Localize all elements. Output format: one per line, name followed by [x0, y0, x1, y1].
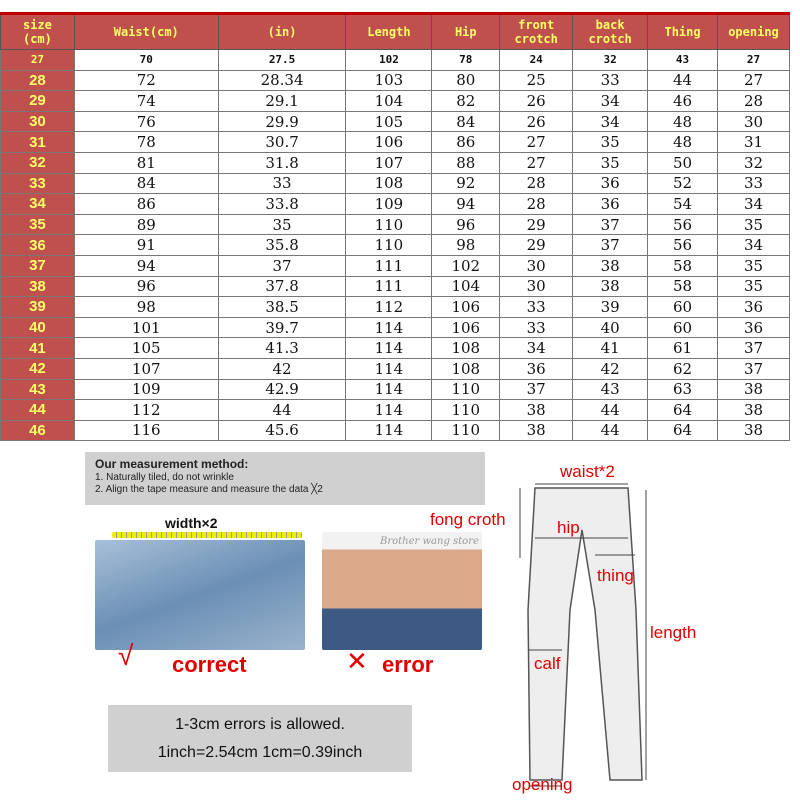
table-cell: 38	[500, 420, 573, 441]
table-cell: 37	[717, 338, 789, 359]
size-cell: 39	[1, 297, 75, 318]
table-cell: 37	[717, 358, 789, 379]
table-cell: 42.9	[218, 379, 346, 400]
column-header-text: crotch	[588, 32, 632, 46]
table-cell: 114	[346, 420, 432, 441]
width-label: width×2	[165, 515, 218, 531]
table-cell: 94	[432, 194, 500, 215]
table-row	[1, 297, 790, 318]
tape-measure	[112, 532, 302, 538]
size-cell: 34	[1, 194, 75, 215]
x-mark-icon: ✕	[346, 646, 368, 676]
table-cell: 36	[573, 194, 648, 215]
table-cell: 27.5	[218, 50, 346, 71]
size-cell: 37	[1, 255, 75, 276]
table-cell: 94	[74, 255, 218, 276]
size-cell: 42	[1, 358, 75, 379]
table-row	[1, 194, 790, 215]
size-cell: 31	[1, 132, 75, 153]
column-header-text: (cm)	[22, 32, 52, 46]
table-row	[1, 400, 790, 421]
table-cell: 46	[648, 91, 718, 112]
column-header	[717, 14, 789, 50]
table-cell: 108	[346, 173, 432, 194]
table-cell: 31	[717, 132, 789, 153]
table-cell: 34	[573, 111, 648, 132]
table-cell: 116	[74, 420, 218, 441]
table-cell: 61	[648, 338, 718, 359]
column-header-text: Waist(cm)	[113, 25, 179, 39]
size-cell: 46	[1, 420, 75, 441]
table-cell: 30	[500, 255, 573, 276]
table-cell: 63	[648, 379, 718, 400]
table-row	[1, 358, 790, 379]
table-cell: 62	[648, 358, 718, 379]
table-cell: 56	[648, 235, 718, 256]
table-cell: 39.7	[218, 317, 346, 338]
table-cell: 109	[346, 194, 432, 215]
waist-label: waist*2	[560, 462, 615, 481]
table-row	[1, 379, 790, 400]
table-cell: 96	[432, 214, 500, 235]
table-cell: 25	[500, 70, 573, 91]
table-row	[1, 50, 790, 71]
table-cell: 74	[74, 91, 218, 112]
column-header	[648, 14, 718, 50]
size-cell: 35	[1, 214, 75, 235]
table-cell: 38	[500, 400, 573, 421]
size-cell: 30	[1, 111, 75, 132]
table-cell: 33.8	[218, 194, 346, 215]
table-cell: 50	[648, 152, 718, 173]
table-cell: 33	[717, 173, 789, 194]
table-cell: 34	[500, 338, 573, 359]
table-cell: 64	[648, 420, 718, 441]
column-header-text: opening	[728, 25, 779, 39]
table-cell: 110	[432, 379, 500, 400]
table-row	[1, 132, 790, 153]
size-cell: 38	[1, 276, 75, 297]
table-cell: 56	[648, 214, 718, 235]
table-cell: 28	[500, 173, 573, 194]
table-cell: 28	[717, 91, 789, 112]
table-cell: 35	[717, 276, 789, 297]
table-cell: 114	[346, 379, 432, 400]
table-cell: 102	[346, 50, 432, 71]
table-cell: 60	[648, 297, 718, 318]
table-cell: 104	[432, 276, 500, 297]
table-row	[1, 152, 790, 173]
table-row	[1, 70, 790, 91]
column-header	[346, 14, 432, 50]
column-header-text: front	[518, 18, 555, 32]
table-cell: 33	[500, 317, 573, 338]
table-cell: 37	[573, 214, 648, 235]
table-cell: 30	[717, 111, 789, 132]
table-cell: 103	[346, 70, 432, 91]
table-row	[1, 111, 790, 132]
size-cell: 29	[1, 91, 75, 112]
table-cell: 78	[432, 50, 500, 71]
size-cell: 36	[1, 235, 75, 256]
table-cell: 27	[500, 152, 573, 173]
table-cell: 27	[500, 132, 573, 153]
column-header	[74, 14, 218, 50]
table-row	[1, 420, 790, 441]
table-cell: 35.8	[218, 235, 346, 256]
table-cell: 38	[717, 379, 789, 400]
table-cell: 98	[74, 297, 218, 318]
check-mark-icon: √	[118, 640, 134, 671]
table-cell: 27	[717, 70, 789, 91]
table-row	[1, 235, 790, 256]
table-cell: 109	[74, 379, 218, 400]
column-header-text: Thing	[664, 25, 701, 39]
table-cell: 44	[218, 400, 346, 421]
table-cell: 111	[346, 276, 432, 297]
table-cell: 33	[218, 173, 346, 194]
table-row	[1, 214, 790, 235]
table-cell: 30	[500, 276, 573, 297]
table-cell: 35	[218, 214, 346, 235]
column-header-text: crotch	[514, 32, 558, 46]
table-cell: 88	[432, 152, 500, 173]
table-cell: 28	[500, 194, 573, 215]
column-header-text: Length	[367, 25, 411, 39]
table-cell: 114	[346, 400, 432, 421]
note-line-1: 1-3cm errors is allowed.	[175, 716, 345, 733]
table-cell: 110	[432, 420, 500, 441]
column-header	[218, 14, 346, 50]
table-cell: 52	[648, 173, 718, 194]
note-line-2: 1inch=2.54cm 1cm=0.39inch	[157, 744, 363, 761]
column-header	[1, 14, 75, 50]
calf-label: calf	[534, 654, 561, 673]
table-cell: 38	[573, 255, 648, 276]
table-cell: 114	[346, 338, 432, 359]
length-label: length	[650, 623, 697, 642]
table-cell: 112	[74, 400, 218, 421]
thigh-label: thing	[597, 566, 634, 585]
table-cell: 35	[573, 132, 648, 153]
column-header-text: (in)	[267, 25, 297, 39]
table-cell: 35	[573, 152, 648, 173]
table-cell: 101	[74, 317, 218, 338]
column-header-text: size	[22, 18, 52, 32]
error-label: error	[382, 652, 434, 677]
table-cell: 54	[648, 194, 718, 215]
table-cell: 110	[346, 235, 432, 256]
table-cell: 76	[74, 111, 218, 132]
table-cell: 36	[717, 317, 789, 338]
size-chart-table	[0, 12, 790, 441]
table-cell: 84	[432, 111, 500, 132]
measurement-method-box	[85, 452, 485, 505]
method-step-1: 1. Naturally tiled, do not wrinkle	[95, 472, 234, 483]
table-cell: 86	[432, 132, 500, 153]
table-cell: 84	[74, 173, 218, 194]
size-cell: 40	[1, 317, 75, 338]
table-cell: 72	[74, 70, 218, 91]
table-cell: 41.3	[218, 338, 346, 359]
table-cell: 82	[432, 91, 500, 112]
hip-label: hip	[557, 518, 580, 537]
table-cell: 35	[717, 214, 789, 235]
table-cell: 34	[717, 194, 789, 215]
size-cell: 33	[1, 173, 75, 194]
column-header	[432, 14, 500, 50]
table-cell: 43	[648, 50, 718, 71]
table-cell: 80	[432, 70, 500, 91]
table-cell: 96	[74, 276, 218, 297]
table-cell: 105	[346, 111, 432, 132]
table-cell: 30.7	[218, 132, 346, 153]
table-cell: 81	[74, 152, 218, 173]
table-cell: 105	[74, 338, 218, 359]
table-cell: 38	[573, 276, 648, 297]
table-cell: 34	[717, 235, 789, 256]
method-step-2: 2. Align the tape measure and measure the data ╳2	[95, 484, 323, 495]
model-photo	[322, 532, 482, 650]
table-cell: 45.6	[218, 420, 346, 441]
column-header-text: Hip	[454, 25, 477, 39]
table-cell: 60	[648, 317, 718, 338]
table-cell: 34	[573, 91, 648, 112]
table-cell: 26	[500, 91, 573, 112]
table-cell: 33	[573, 70, 648, 91]
table-cell: 91	[74, 235, 218, 256]
jeans-photo	[95, 540, 305, 650]
table-cell: 89	[74, 214, 218, 235]
table-cell: 107	[74, 358, 218, 379]
table-row	[1, 276, 790, 297]
table-cell: 28.34	[218, 70, 346, 91]
table-cell: 29	[500, 235, 573, 256]
table-cell: 48	[648, 111, 718, 132]
column-header-text: back	[595, 18, 625, 32]
table-cell: 107	[346, 152, 432, 173]
table-cell: 112	[346, 297, 432, 318]
table-cell: 39	[573, 297, 648, 318]
table-cell: 43	[573, 379, 648, 400]
table-row	[1, 173, 790, 194]
table-cell: 36	[573, 173, 648, 194]
size-cell: 43	[1, 379, 75, 400]
table-cell: 37	[218, 255, 346, 276]
table-cell: 114	[346, 317, 432, 338]
table-cell: 58	[648, 255, 718, 276]
table-cell: 26	[500, 111, 573, 132]
table-cell: 106	[432, 297, 500, 318]
table-cell: 114	[346, 358, 432, 379]
table-cell: 36	[717, 297, 789, 318]
table-cell: 32	[717, 152, 789, 173]
column-header	[500, 14, 573, 50]
table-cell: 58	[648, 276, 718, 297]
size-cell: 27	[1, 50, 75, 71]
table-row	[1, 317, 790, 338]
table-row	[1, 338, 790, 359]
table-cell: 48	[648, 132, 718, 153]
table-cell: 42	[218, 358, 346, 379]
table-cell: 44	[573, 400, 648, 421]
table-cell: 31.8	[218, 152, 346, 173]
table-cell: 104	[346, 91, 432, 112]
size-cell: 28	[1, 70, 75, 91]
table-cell: 38	[717, 400, 789, 421]
table-cell: 86	[74, 194, 218, 215]
table-cell: 78	[74, 132, 218, 153]
column-header	[573, 14, 648, 50]
table-cell: 110	[346, 214, 432, 235]
watermark: Brother wang store	[380, 536, 479, 547]
table-cell: 102	[432, 255, 500, 276]
table-cell: 37.8	[218, 276, 346, 297]
correct-label: correct	[172, 652, 247, 677]
table-cell: 37	[573, 235, 648, 256]
front-crotch-label: fong croth	[430, 510, 506, 529]
tolerance-note	[108, 705, 412, 772]
table-cell: 70	[74, 50, 218, 71]
table-row	[1, 91, 790, 112]
table-cell: 32	[573, 50, 648, 71]
table-cell: 108	[432, 338, 500, 359]
table-cell: 24	[500, 50, 573, 71]
size-cell: 32	[1, 152, 75, 173]
table-cell: 27	[717, 50, 789, 71]
table-cell: 44	[573, 420, 648, 441]
table-cell: 42	[573, 358, 648, 379]
table-cell: 35	[717, 255, 789, 276]
table-cell: 41	[573, 338, 648, 359]
opening-label: opening	[512, 775, 573, 794]
table-cell: 44	[648, 70, 718, 91]
table-row	[1, 255, 790, 276]
table-cell: 106	[346, 132, 432, 153]
method-title: Our measurement method:	[95, 457, 249, 471]
table-cell: 38	[717, 420, 789, 441]
table-cell: 37	[500, 379, 573, 400]
table-cell: 98	[432, 235, 500, 256]
table-cell: 33	[500, 297, 573, 318]
table-cell: 29.1	[218, 91, 346, 112]
table-cell: 64	[648, 400, 718, 421]
table-cell: 38.5	[218, 297, 346, 318]
table-cell: 40	[573, 317, 648, 338]
size-cell: 44	[1, 400, 75, 421]
table-cell: 111	[346, 255, 432, 276]
table-cell: 106	[432, 317, 500, 338]
size-cell: 41	[1, 338, 75, 359]
table-cell: 29	[500, 214, 573, 235]
table-cell: 92	[432, 173, 500, 194]
table-cell: 29.9	[218, 111, 346, 132]
table-cell: 108	[432, 358, 500, 379]
table-cell: 36	[500, 358, 573, 379]
table-cell: 110	[432, 400, 500, 421]
